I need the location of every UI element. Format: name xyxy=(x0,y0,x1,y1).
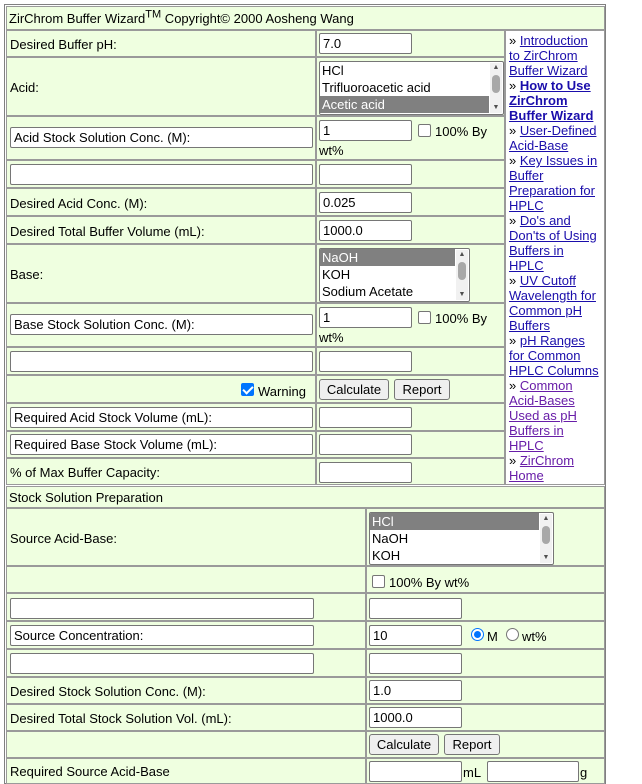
calculate-button[interactable]: Calculate xyxy=(319,379,389,400)
base-stock-input[interactable]: 1 xyxy=(319,307,412,328)
source-select[interactable] xyxy=(369,512,554,565)
nav-link-1[interactable]: Buffer Wizard xyxy=(509,63,588,78)
nav-bullet: » xyxy=(509,78,517,93)
nav-bullet: » xyxy=(509,153,517,168)
warning-checkbox[interactable] xyxy=(241,383,254,396)
capacity-output[interactable] xyxy=(319,462,412,483)
nav-bullet: » xyxy=(509,213,517,228)
nav-link-5[interactable]: Buffers in xyxy=(509,243,564,258)
nav-link-3[interactable]: User-Defined xyxy=(519,123,597,138)
acid-blank-label-field[interactable] xyxy=(10,164,313,185)
nav-bullet: » xyxy=(509,33,517,48)
stock-conc-label: Desired Stock Solution Conc. (M): xyxy=(10,684,206,699)
nav-link-1[interactable]: to ZirChrom xyxy=(509,48,578,63)
nav-line xyxy=(509,63,604,78)
stock-blank2-label-field[interactable] xyxy=(10,653,314,674)
nav-link-4[interactable]: Buffer xyxy=(509,168,544,183)
acid-option-hcl[interactable]: HCl xyxy=(322,63,344,78)
stock-vol-input-cell xyxy=(366,704,605,731)
stock-blank1-label-field[interactable] xyxy=(10,598,314,619)
acid-blank-label-cell xyxy=(6,160,316,188)
capacity-label: % of Max Buffer Capacity: xyxy=(10,465,161,480)
source-select-cell xyxy=(366,508,605,566)
base-option-naoh[interactable]: NaOH xyxy=(320,249,455,266)
base-stock-pct-label: 100% By xyxy=(435,311,488,326)
acid-blank-input-cell xyxy=(316,160,505,188)
nav-link-9[interactable]: Home xyxy=(509,468,544,483)
ph-input[interactable]: 7.0 xyxy=(319,33,412,54)
nav-link-7[interactable]: HPLC Columns xyxy=(509,363,599,378)
base-label-cell xyxy=(6,244,316,303)
stock-calculate-button[interactable]: Calculate xyxy=(369,734,439,755)
help-nav xyxy=(505,30,605,485)
title-text: ZirChrom Buffer Wizard xyxy=(9,11,146,26)
nav-link-6[interactable]: Wavelength for xyxy=(509,288,596,303)
stock-buttons-empty-cell xyxy=(6,731,366,758)
source-option-hcl[interactable]: HCl xyxy=(370,513,539,530)
scroll-down-icon[interactable]: ▼ xyxy=(542,554,550,561)
nav-link-4[interactable]: HPLC xyxy=(509,198,544,213)
report-button[interactable]: Report xyxy=(394,379,450,400)
nav-bullet: » xyxy=(509,123,517,138)
nav-line xyxy=(509,333,604,348)
acid-conc-input-cell xyxy=(316,188,505,216)
total-vol-input-cell xyxy=(316,216,505,244)
nav-line xyxy=(509,213,604,228)
base-stock-input-cell xyxy=(316,303,505,347)
nav-line xyxy=(509,108,604,123)
nav-bullet: » xyxy=(509,333,517,348)
nav-line xyxy=(509,153,604,168)
base-blank-input-cell xyxy=(316,347,505,375)
required-source-label-cell xyxy=(6,758,366,784)
nav-line xyxy=(509,468,604,483)
unit-m-label: M xyxy=(487,629,498,644)
stock-blank2-label-cell xyxy=(6,649,366,677)
scroll-down-icon[interactable]: ▼ xyxy=(492,104,500,111)
stock-report-button[interactable]: Report xyxy=(444,734,500,755)
nav-line xyxy=(509,123,604,138)
ml-unit-label: mL xyxy=(463,765,482,780)
acid-option-acetic[interactable]: Acetic acid xyxy=(320,96,489,113)
nav-line xyxy=(509,348,604,363)
req-base-label-field[interactable]: Required Base Stock Volume (mL): xyxy=(10,434,313,455)
stock-conc-input[interactable]: 1.0 xyxy=(369,680,462,701)
nav-link-8[interactable]: HPLC xyxy=(509,438,544,453)
required-source-output-cell xyxy=(366,758,605,784)
acid-stock-input-cell xyxy=(316,116,505,160)
nav-line xyxy=(509,258,604,273)
acid-stock-input[interactable]: 1 xyxy=(319,120,412,141)
ph-input-cell xyxy=(316,30,505,57)
capacity-label-cell xyxy=(6,458,316,485)
unit-m-radio[interactable] xyxy=(471,628,484,641)
source-conc-input[interactable]: 10 xyxy=(369,625,462,646)
base-option-sodium-acetate[interactable]: Sodium Acetate xyxy=(322,284,414,299)
warning-cell xyxy=(6,375,316,403)
nav-link-3[interactable]: Acid-Base xyxy=(509,138,569,153)
base-option-koh[interactable]: KOH xyxy=(322,267,351,282)
g-unit-label: g xyxy=(580,765,588,780)
total-vol-label: Desired Total Buffer Volume (mL): xyxy=(10,224,205,239)
source-option-naoh[interactable]: NaOH xyxy=(372,531,409,546)
nav-link-2[interactable]: ZirChrom xyxy=(509,93,568,108)
acid-option-tfa[interactable]: Trifluoroacetic acid xyxy=(322,80,431,95)
nav-line xyxy=(509,168,604,183)
source-label-cell xyxy=(6,508,366,566)
nav-line xyxy=(509,243,604,258)
scroll-up-icon[interactable]: ▲ xyxy=(542,515,550,522)
ph-label-cell xyxy=(6,30,316,57)
stock-vol-label: Desired Total Stock Solution Vol. (mL): xyxy=(10,711,232,726)
nav-link-8[interactable]: Common xyxy=(519,378,573,393)
acid-conc-input[interactable]: 0.025 xyxy=(319,192,412,213)
nav-link-2[interactable]: Buffer Wizard xyxy=(509,108,594,123)
nav-link-8[interactable]: Used as pH xyxy=(509,408,577,423)
stock-section-title: Stock Solution Preparation xyxy=(9,490,163,505)
nav-link-8[interactable]: Acid-Bases xyxy=(509,393,575,408)
base-blank-input[interactable] xyxy=(319,351,412,372)
base-stock-pct-checkbox[interactable] xyxy=(418,311,431,324)
unit-wt-radio[interactable] xyxy=(506,628,519,641)
nav-link-5[interactable]: HPLC xyxy=(509,258,544,273)
nav-line xyxy=(509,228,604,243)
base-select-cell xyxy=(316,244,505,303)
nav-link-1[interactable]: Introduction xyxy=(519,33,588,48)
acid-blank-input[interactable] xyxy=(319,164,412,185)
acid-stock-pct-suffix: wt% xyxy=(319,143,344,158)
nav-line xyxy=(509,93,604,108)
req-base-label-cell xyxy=(6,431,316,458)
base-stock-label-field[interactable]: Base Stock Solution Conc. (M): xyxy=(10,314,313,335)
acid-stock-pct-checkbox[interactable] xyxy=(418,124,431,137)
nav-line xyxy=(509,183,604,198)
nav-link-4[interactable]: Preparation for xyxy=(509,183,595,198)
req-acid-label-cell xyxy=(6,403,316,431)
source-conc-label-cell xyxy=(6,621,366,649)
ph-label: Desired Buffer pH: xyxy=(10,37,117,52)
scroll-thumb[interactable] xyxy=(458,262,466,280)
nav-line xyxy=(509,318,604,333)
base-label: Base: xyxy=(10,267,44,282)
nav-line xyxy=(509,438,604,453)
scroll-up-icon[interactable]: ▲ xyxy=(492,64,500,71)
nav-link-2[interactable]: How to Use xyxy=(519,78,591,93)
req-base-input-cell xyxy=(316,431,505,458)
stock-pct-checkbox[interactable] xyxy=(372,575,385,588)
acid-conc-label-cell xyxy=(6,188,316,216)
req-acid-output[interactable] xyxy=(319,407,412,428)
nav-line xyxy=(509,138,604,153)
nav-link-4[interactable]: Key Issues in xyxy=(519,153,598,168)
scroll-thumb[interactable] xyxy=(542,526,550,544)
wizard-header xyxy=(6,6,605,30)
trademark: TM xyxy=(145,8,162,21)
req-acid-label-field[interactable]: Required Acid Stock Volume (mL): xyxy=(10,407,313,428)
acid-stock-label-cell xyxy=(6,116,316,160)
source-label: Source Acid-Base: xyxy=(10,531,117,546)
source-option-koh[interactable]: KOH xyxy=(372,548,401,563)
nav-link-7[interactable]: for Common xyxy=(509,348,581,363)
required-source-label: Required Source Acid-Base xyxy=(10,764,170,779)
stock-blank1-input[interactable] xyxy=(369,598,462,619)
nav-link-5[interactable]: Do's and xyxy=(519,213,571,228)
nav-link-9[interactable]: ZirChrom xyxy=(519,453,575,468)
source-conc-input-cell xyxy=(366,621,605,649)
nav-bullet: » xyxy=(509,453,517,468)
nav-bullet: » xyxy=(509,378,517,393)
acid-label-cell xyxy=(6,57,316,116)
acid-select-scrollbar[interactable] xyxy=(490,63,502,113)
wizard-title xyxy=(9,8,354,26)
unit-wt-label: wt% xyxy=(522,629,547,644)
scroll-down-icon[interactable]: ▼ xyxy=(458,291,466,298)
nav-link-6[interactable]: UV Cutoff xyxy=(519,273,576,288)
nav-line xyxy=(509,453,604,468)
acid-conc-label: Desired Acid Conc. (M): xyxy=(10,196,148,211)
acid-select[interactable] xyxy=(319,61,504,115)
acid-label: Acid: xyxy=(10,80,39,95)
required-ml-output[interactable] xyxy=(369,761,462,782)
stock-blank2-input[interactable] xyxy=(369,653,462,674)
stock-vol-label-cell xyxy=(6,704,366,731)
nav-line xyxy=(509,393,604,408)
nav-line xyxy=(509,48,604,63)
warning-label: Warning xyxy=(258,384,306,399)
nav-link-8[interactable]: Buffers in xyxy=(509,423,564,438)
stock-section-header xyxy=(6,486,605,508)
total-vol-label-cell xyxy=(6,216,316,244)
nav-line xyxy=(509,378,604,393)
nav-line xyxy=(509,78,604,93)
stock-conc-label-cell xyxy=(6,677,366,704)
req-acid-input-cell xyxy=(316,403,505,431)
stock-vol-input[interactable]: 1000.0 xyxy=(369,707,462,728)
capacity-input-cell xyxy=(316,458,505,485)
nav-bullet: » xyxy=(509,273,517,288)
stock-pct-label: 100% By wt% xyxy=(389,575,470,590)
source-select-scrollbar[interactable] xyxy=(540,514,552,563)
total-vol-input[interactable]: 1000.0 xyxy=(319,220,412,241)
base-select-scrollbar[interactable] xyxy=(456,250,468,300)
req-base-output[interactable] xyxy=(319,434,412,455)
nav-line xyxy=(509,198,604,213)
scroll-thumb[interactable] xyxy=(492,75,500,93)
stock-blank2-input-cell xyxy=(366,649,605,677)
acid-select-cell xyxy=(316,57,505,116)
copyright-text: Copyright© 2000 Aosheng Wang xyxy=(161,11,354,26)
pct-empty-cell xyxy=(6,566,366,593)
acid-stock-label-field[interactable]: Acid Stock Solution Conc. (M): xyxy=(10,127,313,148)
nav-line xyxy=(509,363,604,378)
nav-line xyxy=(509,303,604,318)
pct-cell xyxy=(366,566,605,593)
stock-conc-input-cell xyxy=(366,677,605,704)
nav-line xyxy=(509,423,604,438)
nav-line xyxy=(509,273,604,288)
base-blank-label-cell xyxy=(6,347,316,375)
wizard-buttons-cell xyxy=(316,375,505,403)
base-stock-label-cell xyxy=(6,303,316,347)
nav-line xyxy=(509,288,604,303)
stock-buttons-cell xyxy=(366,731,605,758)
source-conc-label-field[interactable]: Source Concentration: xyxy=(10,625,314,646)
nav-link-6[interactable]: Buffers xyxy=(509,318,550,333)
base-stock-pct-suffix: wt% xyxy=(319,330,344,345)
nav-line xyxy=(509,33,604,48)
stock-blank1-input-cell xyxy=(366,593,605,621)
nav-link-6[interactable]: Common pH xyxy=(509,303,582,318)
base-blank-label-field[interactable] xyxy=(10,351,313,372)
nav-link-7[interactable]: pH Ranges xyxy=(519,333,585,348)
acid-stock-pct-label: 100% By xyxy=(435,124,488,139)
nav-link-5[interactable]: Don'ts of Using xyxy=(509,228,597,243)
scroll-up-icon[interactable]: ▲ xyxy=(458,251,466,258)
stock-blank1-label-cell xyxy=(6,593,366,621)
nav-line xyxy=(509,408,604,423)
required-g-output[interactable] xyxy=(487,761,579,782)
base-select[interactable] xyxy=(319,248,470,302)
